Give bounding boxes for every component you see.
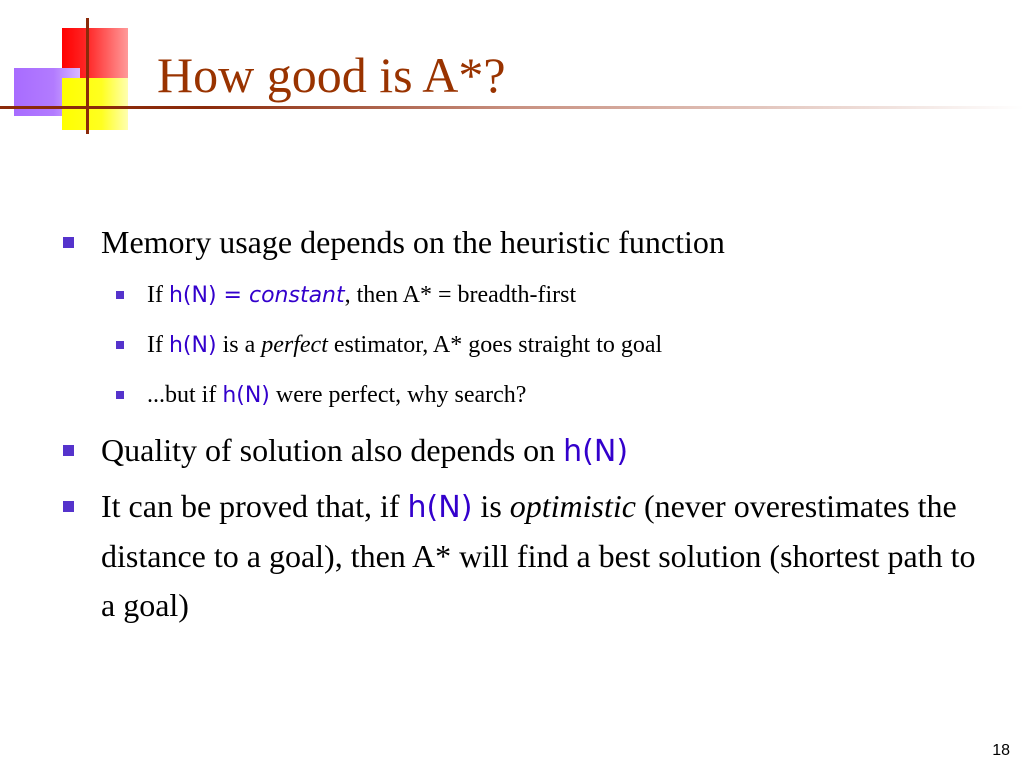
- text-pre: If: [147, 332, 169, 358]
- text-post: (never overestimates the distance to a goal), then A* will find a best solution (shortest path to a goal): [101, 488, 976, 623]
- code-h-n: h(N): [407, 490, 473, 525]
- square-bullet-icon: [63, 445, 74, 456]
- decorative-logo: [0, 0, 150, 140]
- bullet-text: Memory usage depends on the heuristic function: [101, 224, 725, 260]
- text-pre: If: [147, 282, 169, 308]
- text-post: , then A* = breadth-first: [344, 282, 577, 308]
- square-bullet-icon: [116, 291, 124, 299]
- square-bullet-icon: [63, 501, 74, 512]
- subbullet-why-search: [147, 380, 987, 411]
- square-bullet-icon: [63, 237, 74, 248]
- subbullet-constant: [147, 280, 987, 311]
- bullet-memory-usage: [101, 218, 991, 267]
- code-h-n: h(N) =: [168, 283, 249, 308]
- subbullet-perfect: [147, 330, 987, 361]
- code-constant: constant: [248, 283, 345, 308]
- text-mid: is a: [216, 332, 262, 358]
- page-number: 18: [992, 742, 1010, 759]
- code-h-n: h(N): [168, 333, 217, 358]
- bullet-optimistic: [101, 482, 991, 630]
- text-pre: ...but if: [147, 382, 223, 408]
- square-bullet-icon: [116, 341, 124, 349]
- bullet-quality: [101, 426, 991, 476]
- slide-title: How good is A*?: [157, 47, 506, 103]
- square-bullet-icon: [116, 391, 124, 399]
- text-italic: perfect: [261, 332, 328, 358]
- text-post: were perfect, why search?: [269, 382, 527, 408]
- vertical-rule: [86, 18, 89, 134]
- yellow-square-decoration: [62, 78, 128, 130]
- text-post: estimator, A* goes straight to goal: [327, 332, 663, 358]
- code-h-n: h(N): [222, 383, 270, 408]
- text-pre: Quality of solution also depends on: [101, 432, 564, 468]
- code-h-n: h(N): [563, 434, 629, 469]
- text-mid: is: [472, 488, 510, 524]
- text-italic: optimistic: [509, 488, 636, 524]
- text-pre: It can be proved that, if: [101, 488, 408, 524]
- title-underline-rule: [0, 106, 1024, 109]
